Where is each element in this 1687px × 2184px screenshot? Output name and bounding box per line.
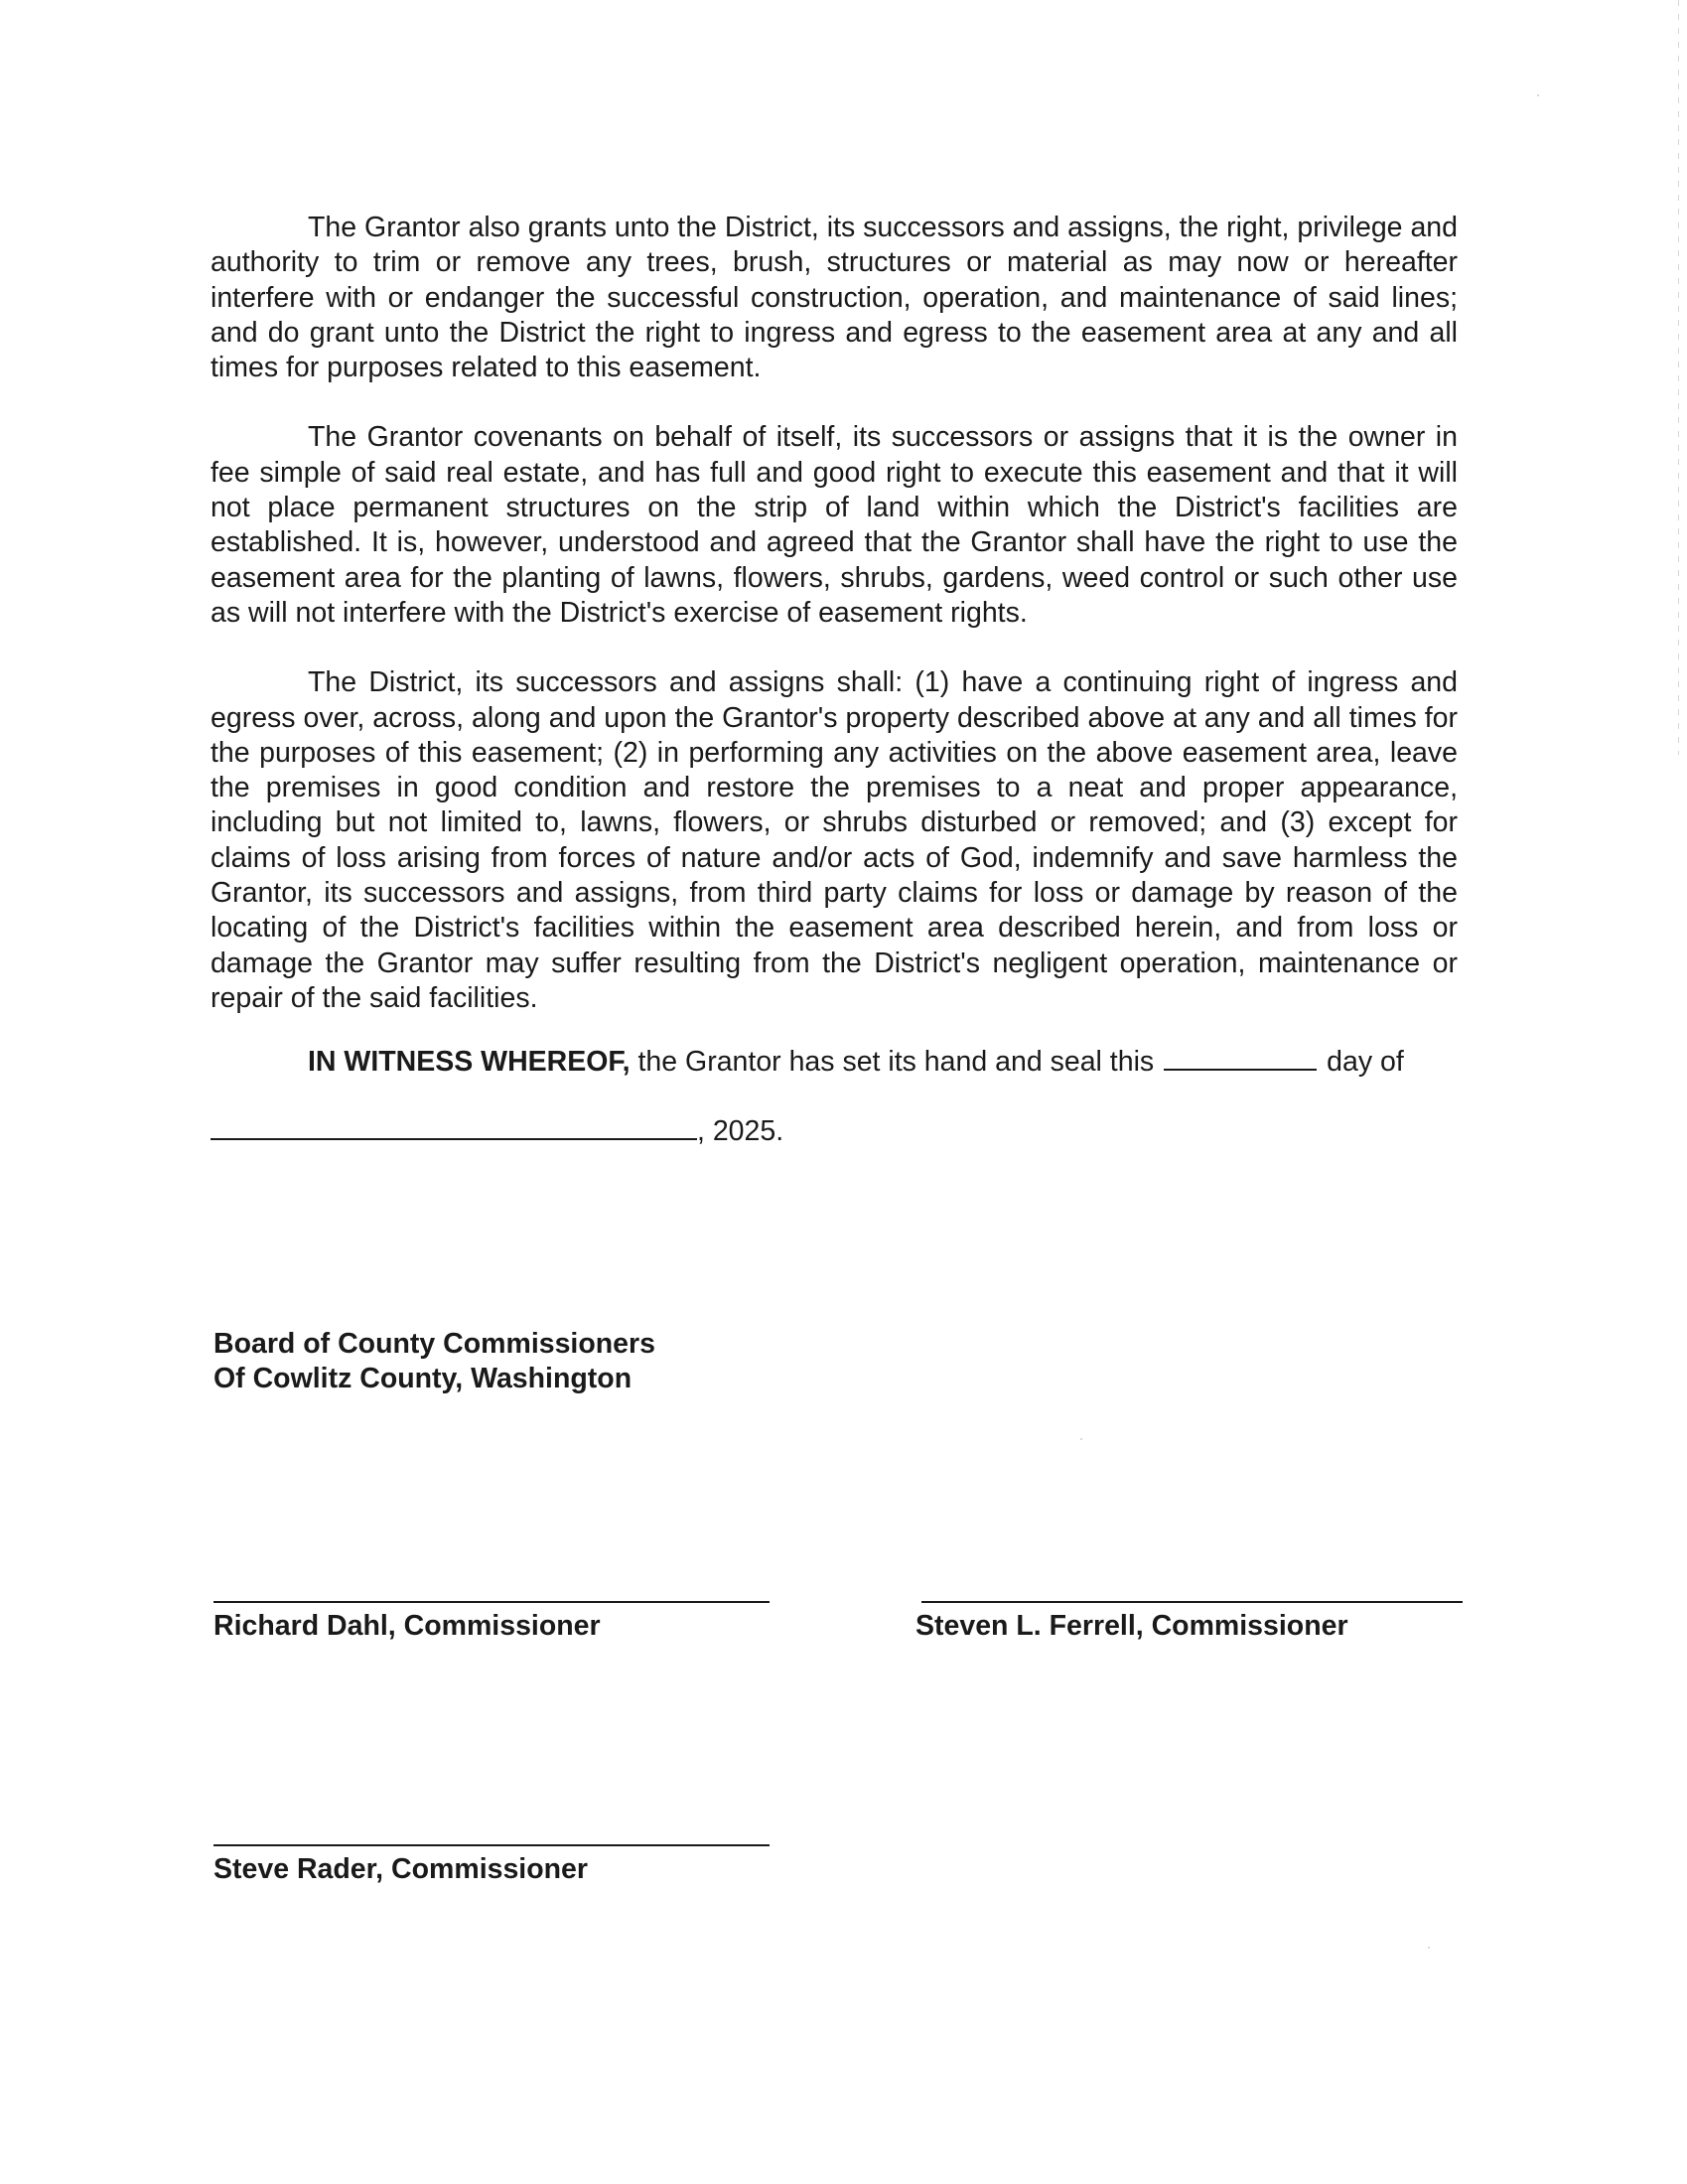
witness-text: the Grantor has set its hand and seal this	[630, 1046, 1155, 1078]
grantor-line-1: Board of County Commissioners	[213, 1328, 655, 1360]
date-row	[211, 1114, 783, 1149]
signature-line	[921, 1601, 1463, 1603]
signature-block-rader	[213, 1844, 770, 1887]
scan-speck	[1537, 94, 1539, 96]
witness-clause	[308, 1045, 1460, 1080]
signature-block-ferrell	[915, 1601, 1463, 1644]
scan-speck	[1428, 1947, 1430, 1949]
witness-lead: IN WITNESS WHEREOF,	[308, 1046, 631, 1078]
signer-name: Steven L. Ferrell, Commissioner	[915, 1610, 1348, 1642]
signer-name: Richard Dahl, Commissioner	[213, 1610, 601, 1642]
month-blank-line	[211, 1138, 697, 1140]
day-blank-line	[1164, 1069, 1317, 1071]
signature-line	[213, 1844, 770, 1846]
grantor-line-2: Of Cowlitz County, Washington	[213, 1363, 633, 1394]
witness-day-of: day of	[1327, 1046, 1404, 1078]
easement-body	[211, 211, 1458, 1051]
signer-name: Steve Rader, Commissioner	[213, 1853, 588, 1885]
scan-speck	[1080, 1438, 1082, 1440]
paragraph-district-obligations: The District, its successors and assigns shall: (1) have a continuing right of ingress and egress over, across, along and upon the Grantor's property described above at any and all times for the purposes of this easement; (2) in performing any activities on the above easement area, leave the premises in good condition and restore the premises to a neat and proper appearance, including but not limited to, lawns, flowers, or shrubs disturbed or removed; and (3) except for claims of loss arising from forces of nature and/or acts of God, indemnify and save harmless the Grantor, its successors and assigns, from third party claims for loss or damage by reason of the locating of the District's facilities within the easement area described herein, and from loss or damage the Grantor may suffer resulting from the District's negligent operation, maintenance or repair of the said facilities.	[211, 666, 1458, 1014]
signature-line	[213, 1601, 770, 1603]
scan-edge-artifact	[1678, 0, 1679, 755]
grantor-block	[213, 1327, 655, 1396]
signature-block-dahl	[213, 1601, 770, 1644]
paragraph-trim-rights: The Grantor also grants unto the District, its successors and assigns, the right, privilege and authority to trim or remove any trees, brush, structures or material as may now or hereafter interfere with or endanger the successful construction, operation, and maintenance of said lines; and do grant unto the District the right to ingress and egress to the easement area at any and all times for purposes related to this easement.	[211, 212, 1458, 384]
paragraph-grantor-covenants: The Grantor covenants on behalf of itself, its successors or assigns that it is the owner in fee simple of said real estate, and has full and good right to execute this easement and that it will not place permanent structures on the strip of land within which the District's facilities are established. It is, however, understood and agreed that the Grantor shall have the right to use the easement area for the planting of lawns, flowers, shrubs, gardens, weed control or such other use as will not interfere with the District's exercise of easement rights.	[211, 421, 1458, 629]
year-suffix: , 2025.	[697, 1115, 784, 1147]
